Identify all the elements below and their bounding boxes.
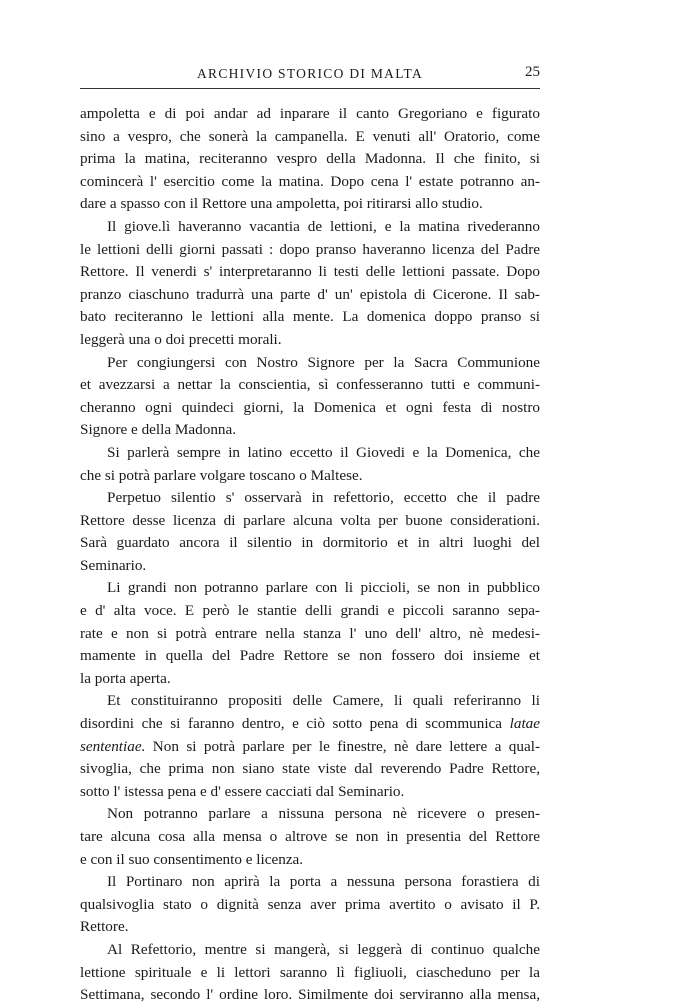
text-line: et avezzarsi a nettar la conscientia, sì confesseranno tutti e communi- bbox=[80, 376, 540, 394]
running-title: ARCHIVIO STORICO DI MALTA bbox=[196, 66, 424, 81]
paragraph bbox=[80, 487, 540, 577]
text-line: ampoletta e di poi andar ad inparare il canto Gregoriano e figurato bbox=[80, 105, 540, 122]
text-line: che si potrà parlare volgare toscano o Maltese. bbox=[80, 466, 363, 484]
paragraph bbox=[80, 442, 540, 487]
text-line: Li grandi non potranno parlare con li piccioli, se non in pubblico bbox=[107, 579, 540, 597]
text-line: pranzo ciaschuno tradurrà una parte d' un' epistola di Cicerone. Il sab- bbox=[80, 285, 540, 303]
paragraph bbox=[80, 803, 540, 871]
italic-term: sententiae. bbox=[80, 737, 146, 755]
text-line: le lettioni delli giorni passati : dopo pranso haveranno licenza del Padre bbox=[80, 240, 540, 258]
text-line: sivoglia, che prima non siano state viste dal reverendo Padre Rettore, bbox=[80, 760, 540, 778]
text-line: Rettore. Il venerdi s' interpretaranno li testi delle lettioni passate. Dopo bbox=[80, 263, 540, 281]
page-header bbox=[80, 66, 540, 86]
text-line: Perpetuo silentio s' osservarà in refettorio, eccetto che il padre bbox=[107, 489, 540, 507]
text-line: lettione spirituale e li lettori saranno lì figliuoli, ciascheduno per la bbox=[80, 963, 540, 981]
text-line: mamente in quella del Padre Rettore se non fossero doi insieme et bbox=[80, 647, 540, 665]
text-line: Rettore desse licenza di parlare alcuna volta per buone considerationi. bbox=[80, 511, 540, 529]
text-line: sententiae. Non si potrà parlare per le finestre, nè dare lettere a qual- bbox=[80, 737, 540, 755]
text-line: Al Refettorio, mentre si mangerà, si leggerà di continuo qualche bbox=[107, 940, 540, 958]
text-line-with-italic bbox=[80, 713, 540, 736]
text-line: sotto l' istessa pena e d' essere cacciati dal Seminario. bbox=[80, 782, 405, 800]
paragraph bbox=[80, 871, 540, 939]
paragraph bbox=[80, 103, 540, 216]
paragraph bbox=[80, 216, 540, 352]
paragraph bbox=[80, 352, 540, 442]
text-line: qualsivoglia stato o dignità senza aver prima avertito o avisato il P. bbox=[80, 895, 540, 913]
text-line: Sarà guardato ancora il silentio in dormitorio et in altri luoghi del bbox=[80, 534, 540, 552]
header-rule bbox=[80, 88, 540, 89]
page-number: 25 bbox=[525, 64, 540, 80]
paragraph bbox=[80, 939, 540, 1007]
text-line: Rettore. bbox=[80, 918, 129, 936]
paragraph bbox=[80, 577, 540, 690]
text-fragment: disordini che si faranno dentro, e ciò sotto pena di scommunica bbox=[80, 715, 503, 733]
text-line: tare alcuna cosa alla mensa o altrove se non in presentia del Rettore bbox=[80, 828, 540, 845]
text-line: cheranno ogni quindeci giorni, la Domenica et ogni festa di nostro bbox=[80, 398, 540, 416]
text-line: rate e non si potrà entrare nella stanza l' uno dell' altro, nè medesi- bbox=[80, 624, 540, 642]
text-line: Signore e della Madonna. bbox=[80, 421, 237, 439]
text-line: dare a spasso con il Rettore una ampoletta, poi ritirarsi allo studio. bbox=[80, 195, 483, 213]
text-line: Non potranno parlare a nissuna persona nè ricevere o presen- bbox=[107, 805, 540, 823]
text-line: Il Portinaro non aprirà la porta a nessuna persona forastiera di bbox=[107, 873, 540, 891]
text-line: comincerà l' esercitio come la matina. Dopo cena l' estate potranno an- bbox=[80, 172, 540, 190]
text-line: Settimana, secondo l' ordine loro. Similmente doi serviranno alla mensa, bbox=[80, 986, 540, 1004]
text-line: sino a vespro, che sonerà la campanella. E venuti all' Oratorio, come bbox=[80, 127, 540, 145]
italic-term: latae bbox=[509, 715, 540, 733]
text-line: Per congiungersi con Nostro Signore per la Sacra Communione bbox=[107, 353, 540, 371]
text-line: Seminario. bbox=[80, 556, 147, 574]
text-line: leggerà una o doi precetti morali. bbox=[80, 330, 282, 348]
text-line: e d' alta voce. E però le stantie delli grandi e piccoli saranno sepa- bbox=[80, 602, 540, 620]
text-line: e con il suo consentimento e licenza. bbox=[80, 850, 304, 868]
text-line: Il giove.lì haveranno vacantia de lettioni, e la matina rivederanno bbox=[107, 217, 540, 235]
text-line: la porta aperta. bbox=[80, 669, 171, 687]
text-line: bato reciteranno le lettioni alla mente. La domenica doppo pranso si bbox=[80, 308, 540, 326]
text-line: prima la matina, reciteranno vespro della Madonna. Il che finito, si bbox=[80, 150, 540, 168]
paragraph bbox=[80, 690, 540, 803]
text-line: Et constituiranno propositi delle Camere, li quali referiranno li bbox=[107, 692, 540, 710]
text-line: Si parlerà sempre in latino eccetto il Giovedi e la Domenica, che bbox=[107, 443, 540, 461]
body-text bbox=[80, 103, 540, 1007]
